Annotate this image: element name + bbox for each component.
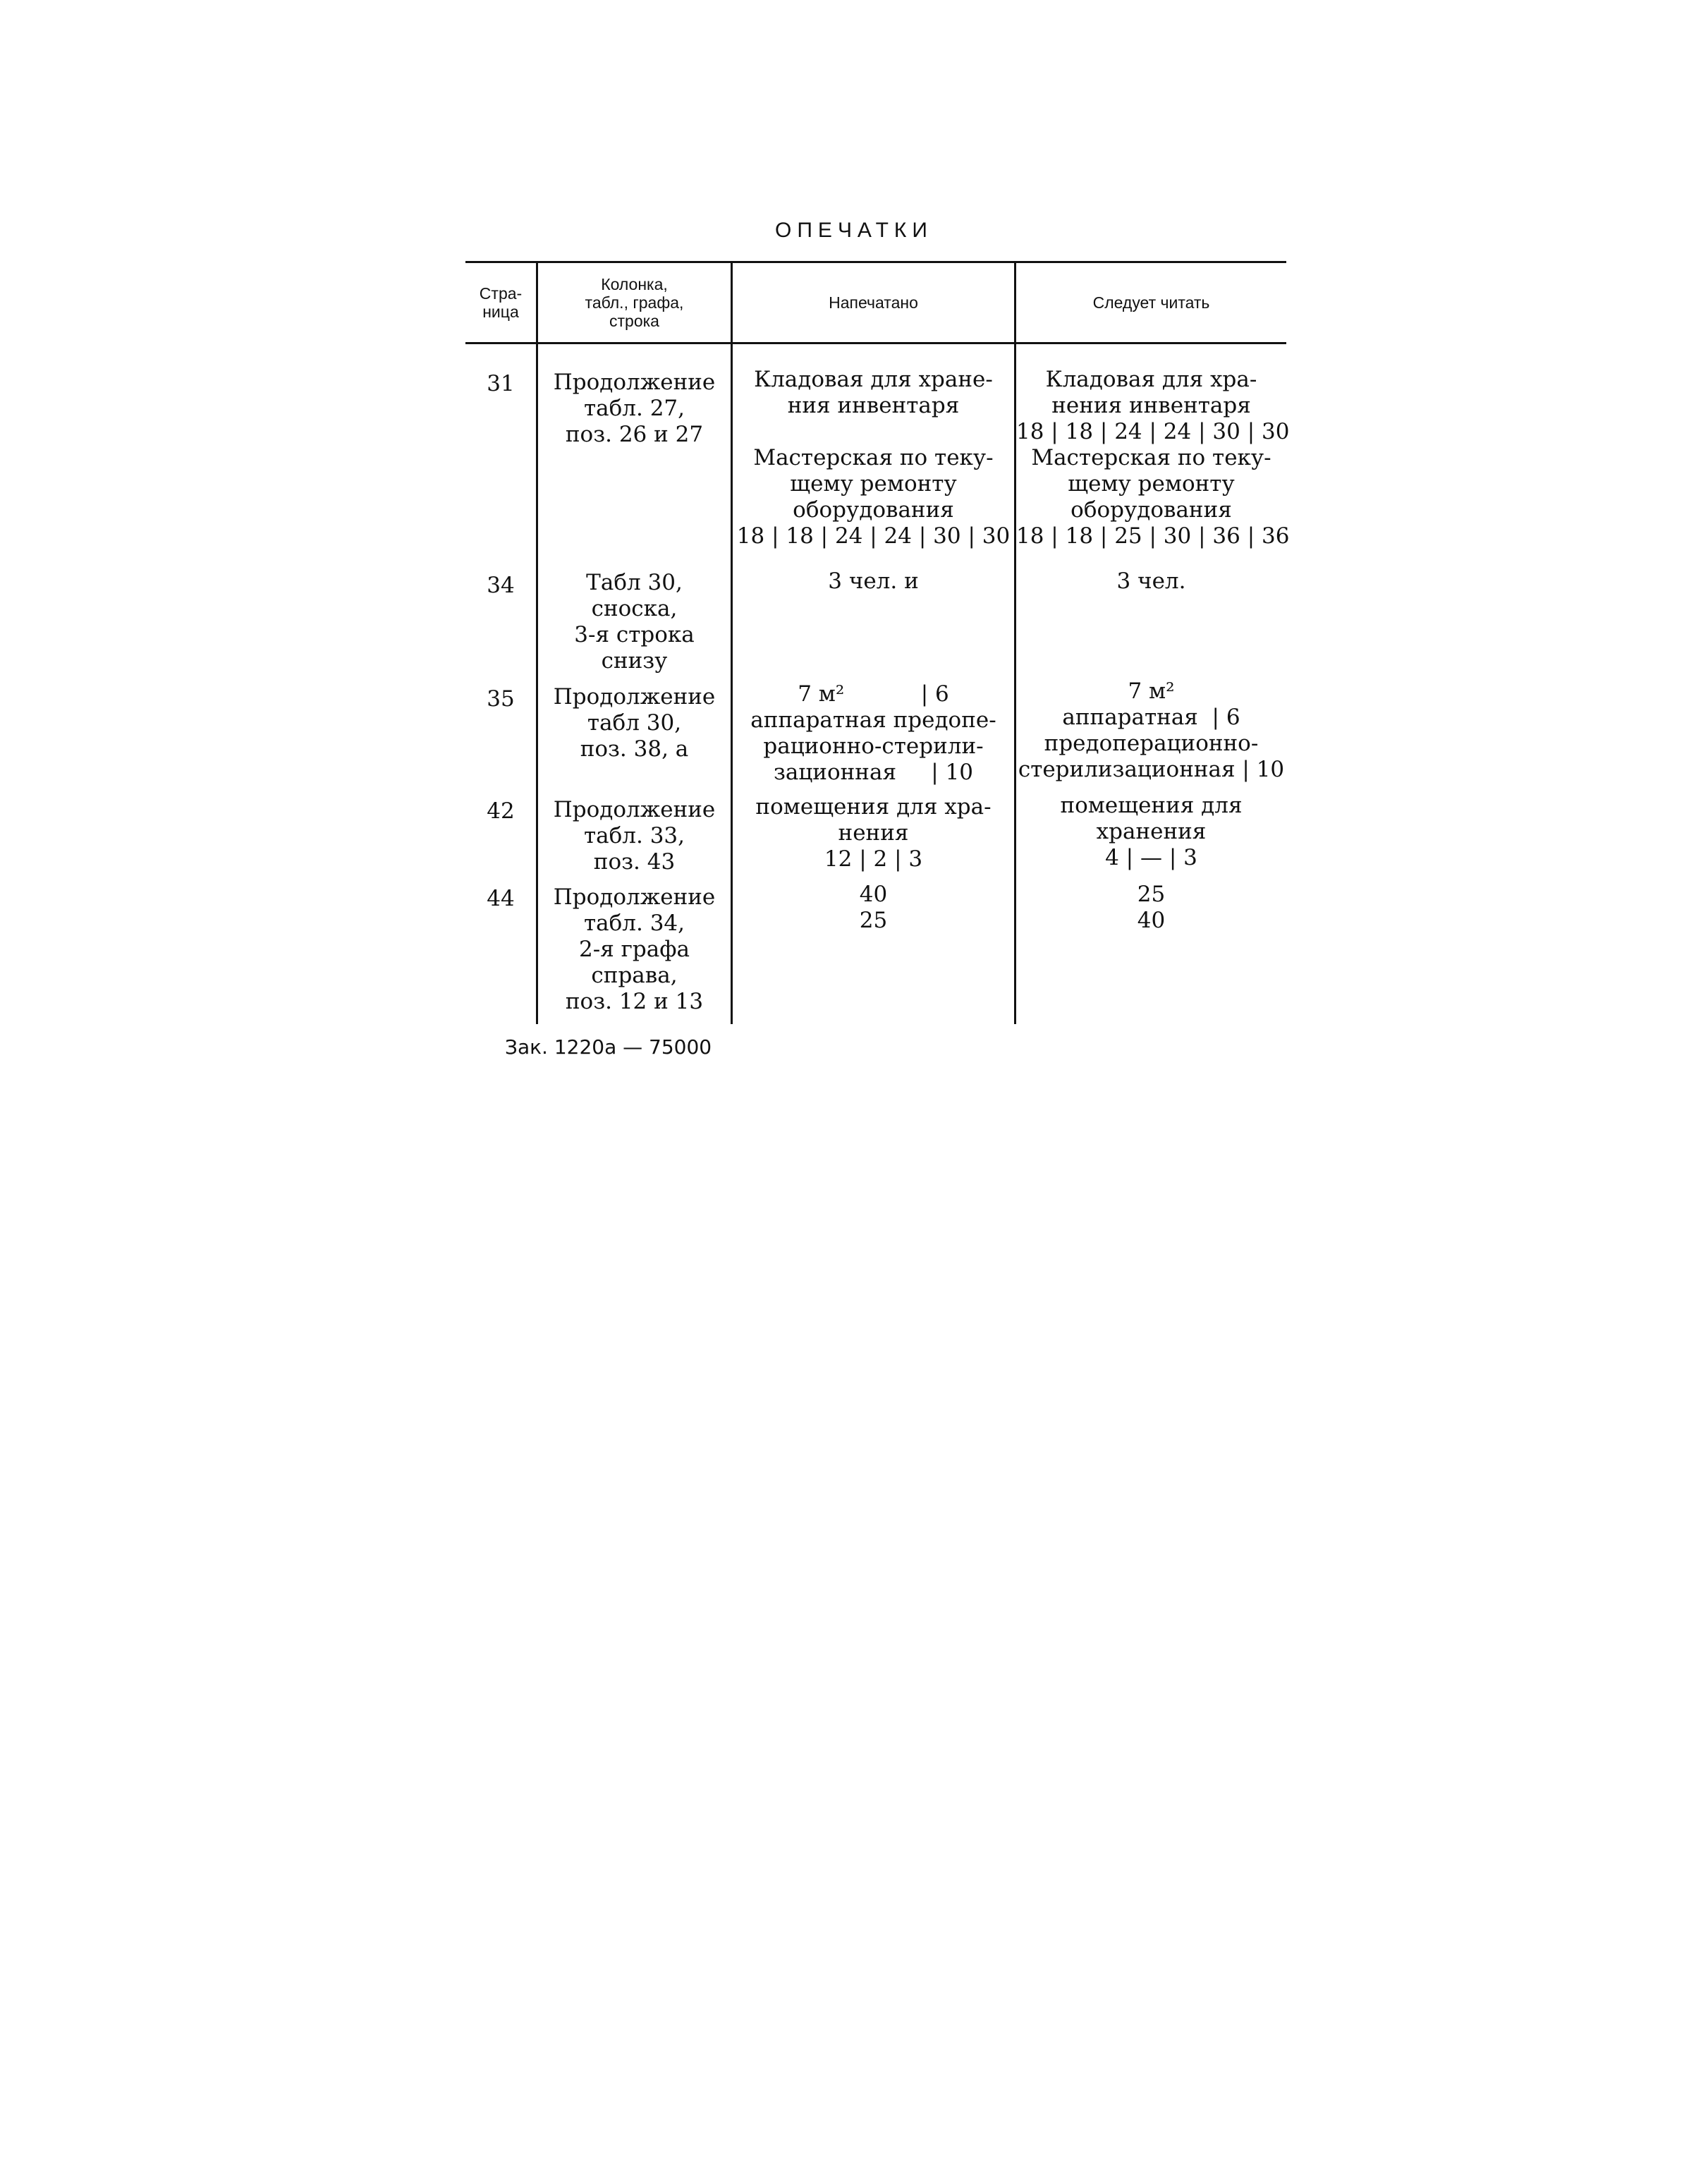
table-row-printed: 3 чел. и xyxy=(828,568,919,594)
table-header-rule xyxy=(465,342,1286,344)
table-row-page: 34 xyxy=(487,573,515,598)
table-row-printed: 7 м² | 6 аппаратная предопе- рационно-стерили- зационная | 10 xyxy=(750,681,996,785)
table-row-correct: Кладовая для хра- нения инвентаря 18 | 18 | 24 | 24 | 30 | 30 Мастерская по теку- щему ремонту оборудования 18 | 18 | 25 | 30 | 36 | 36 xyxy=(1016,367,1290,549)
table-row-page: 35 xyxy=(487,686,515,712)
table-row-page: 31 xyxy=(487,371,515,396)
table-row-correct: 25 40 xyxy=(1137,882,1166,933)
table-row-correct: 3 чел. xyxy=(1116,568,1186,594)
table-row-printed: Кладовая для хране- ния инвентаря Мастерская по теку- щему ремонту оборудования 18 | 18 | 24 | 24 | 30 | 30 xyxy=(736,367,1011,549)
table-row-printed: помещения для хра- нения 12 | 2 | 3 xyxy=(755,794,992,872)
page-title: ОПЕЧАТКИ xyxy=(775,219,933,242)
table-row-location: Продолжение табл. 33, поз. 43 xyxy=(553,797,716,875)
table-row-location: Продолжение табл. 34, 2-я графа справа, поз. 12 и 13 xyxy=(553,884,716,1014)
table-row-correct: 7 м² аппаратная | 6 предоперационно- стерилизационная | 10 xyxy=(1018,679,1285,782)
header-location: Колонка, табл., графа, строка xyxy=(585,275,684,330)
table-row-page: 44 xyxy=(487,886,515,911)
header-correct: Следует читать xyxy=(1092,293,1210,312)
table-row-page: 42 xyxy=(487,798,515,824)
table-row-location: Продолжение табл. 27, поз. 26 и 27 xyxy=(553,370,716,447)
table-row-location: Продолжение табл 30, поз. 38, а xyxy=(553,684,716,762)
print-order-footer: Зак. 1220а — 75000 xyxy=(505,1035,712,1059)
table-top-rule xyxy=(465,261,1286,263)
table-row-printed: 40 25 xyxy=(859,882,888,933)
header-printed: Напечатано xyxy=(829,293,918,312)
table-row-correct: помещения для хранения 4 | — | 3 xyxy=(1060,793,1243,870)
header-page: Стра- ница xyxy=(479,284,523,321)
table-row-location: Табл 30, сноска, 3-я строка снизу xyxy=(574,570,695,674)
